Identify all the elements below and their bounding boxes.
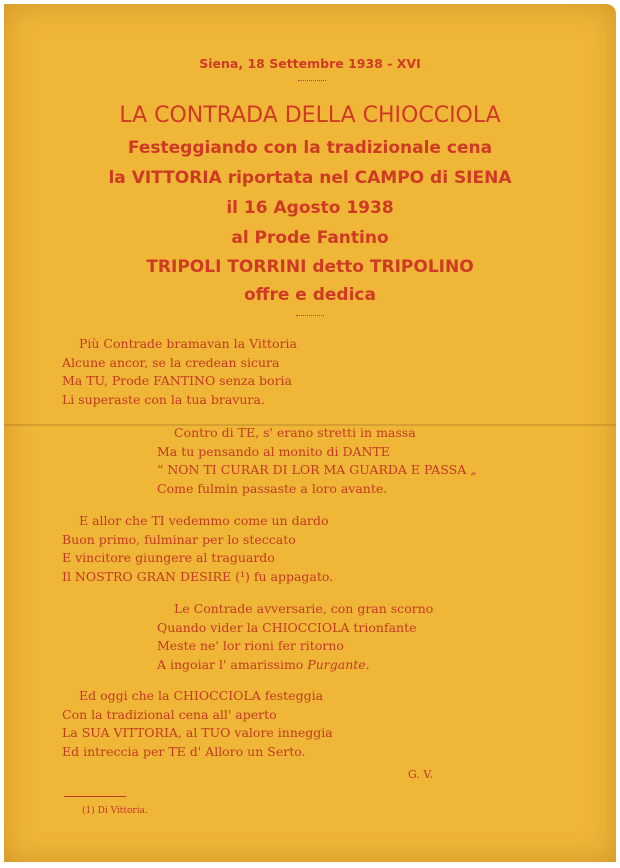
header-line-1: Festeggiando con la tradizionale cena [127, 138, 493, 158]
verse-line: Quando vider la CHIOCCIOLA trionfante [157, 619, 417, 635]
verse-line: E allor che TI vedemmo come un dardo [79, 513, 329, 528]
stanza-3 [62, 512, 333, 586]
verse-line: Come fulmin passaste a loro avante. [157, 480, 388, 496]
verse-text: A ingoiar l' amarissimo [157, 656, 308, 672]
header-line-3: il 16 Agosto 1938 [226, 198, 394, 218]
verse-line: Ma tu pensando al monito di DANTE [157, 443, 390, 459]
verse-line: Li superaste con la tua bravura. [62, 391, 265, 407]
verse-line: Alcune ancor, se la credean sicura [62, 354, 280, 370]
stanza-5 [62, 687, 333, 761]
footnote-rule [64, 796, 126, 797]
verse-line: Ed intreccia per TE d' Alloro un Serto. [62, 743, 306, 759]
verse-line: La SUA VITTORIA, al TUO valore inneggia [62, 725, 333, 740]
verse-line: Le Contrade avversarie, con gran scorno [174, 601, 434, 616]
verse-line: Il NOSTRO GRAN DESIRE (¹) fu appagato. [62, 568, 334, 584]
header-line-4: al Prode Fantino [231, 228, 389, 248]
verse-line: Meste ne' lor rioni fer ritorno [157, 638, 344, 653]
verse-line: Contro di TE, s' erano stretti in massa [174, 425, 416, 440]
stanza-1 [62, 335, 297, 409]
verse-line: “ NON TI CURAR DI LOR MA GUARDA E PASSA „ [157, 462, 477, 477]
stanza-4 [157, 600, 433, 674]
verse-line: Ed oggi che la CHIOCCIOLA festeggia [79, 688, 324, 703]
verse-line: Con la tradizional cena all' aperto [62, 706, 277, 722]
footnote: (1) Di Vittoria. [82, 806, 148, 816]
divider [298, 80, 326, 81]
title: LA CONTRADA DELLA CHIOCCIOLA [119, 103, 501, 128]
verse-punct: . [365, 656, 370, 672]
header-line-5: TRIPOLI TORRINI detto TRIPOLINO [146, 257, 474, 277]
divider [296, 315, 324, 316]
verse-line: E vincitore giungere al traguardo [62, 550, 275, 565]
signature: G. V. [408, 768, 433, 781]
stanza-2 [157, 424, 477, 498]
verse-line: Ma TU, Prode FANTINO senza boria [62, 373, 292, 388]
verse-line: Più Contrade bramavan la Vittoria [79, 336, 297, 351]
header-line-2: la VITTORIA riportata nel CAMPO di SIENA [108, 168, 512, 188]
header-line-6: offre e dedica [244, 285, 376, 305]
verse-line: Buon primo, fulminar per lo steccato [62, 531, 296, 547]
verse-italic-word: Purgante [307, 656, 366, 672]
date-line: Siena, 18 Settembre 1938 - XVI [199, 56, 421, 71]
verse-line [157, 656, 433, 675]
